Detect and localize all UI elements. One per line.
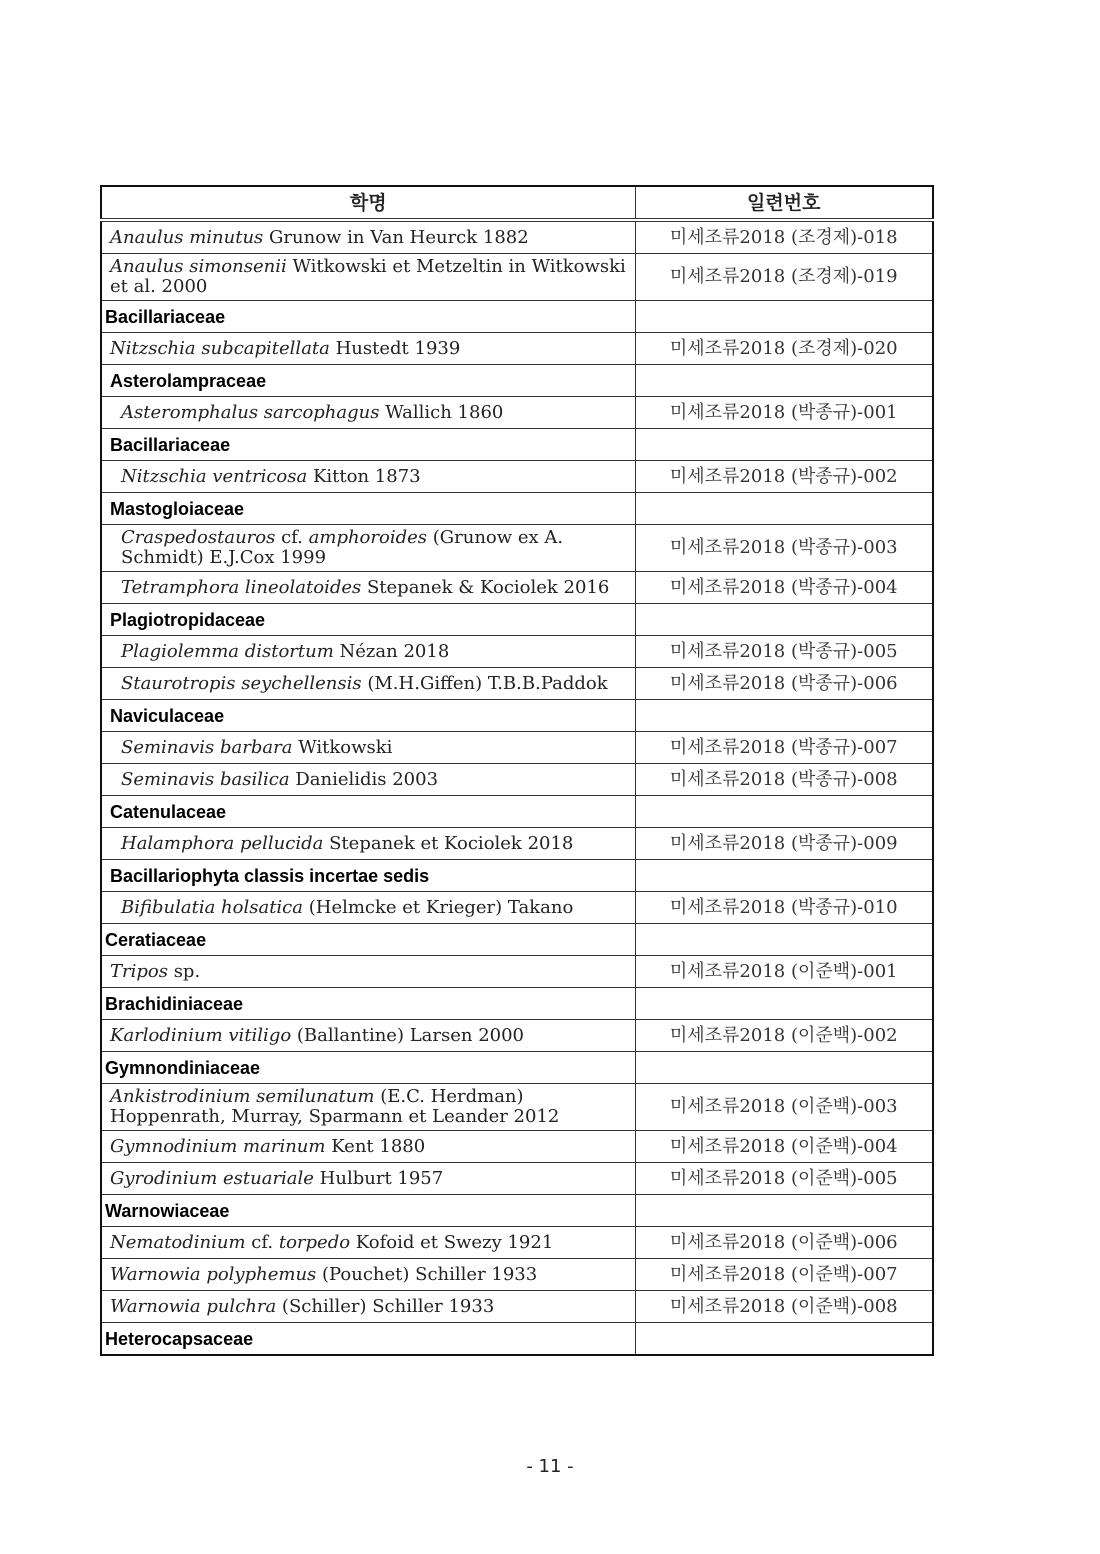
serial-number: 미세조류2018 (이준백)-005	[635, 1163, 933, 1195]
serial-number: 미세조류2018 (박종규)-001	[635, 397, 933, 429]
serial-number: 미세조류2018 (이준백)-008	[635, 1291, 933, 1323]
column-header-serial-number: 일련번호	[635, 186, 933, 220]
species-name	[101, 525, 635, 572]
page-number: - 11 -	[526, 1456, 574, 1477]
taxon-authority: Grunow in Van Heurck 1882	[263, 226, 529, 248]
species-name	[101, 1227, 635, 1259]
family-row	[101, 493, 933, 525]
empty-serial-cell	[635, 1323, 933, 1356]
taxon-authority: (E.C. Herdman) Hoppenrath, Murray, Sparmann et Leander 2012	[110, 1086, 560, 1127]
serial-number: 미세조류2018 (박종규)-002	[635, 461, 933, 493]
taxon-authority: Hulburt 1957	[313, 1167, 444, 1189]
family-name: Bacillariophyta classis incertae sedis	[101, 860, 635, 892]
species-row	[101, 828, 933, 860]
family-row	[101, 924, 933, 956]
taxon-name: Staurotropis seychellensis	[121, 672, 362, 694]
species-name	[101, 572, 635, 604]
taxon-name: Seminavis barbara	[121, 736, 293, 758]
species-name	[101, 668, 635, 700]
taxon-authority: Danielidis 2003	[289, 768, 439, 790]
species-row	[101, 333, 933, 365]
species-name	[101, 764, 635, 796]
taxon-authority: Kent 1880	[325, 1135, 426, 1157]
empty-serial-cell	[635, 604, 933, 636]
species-name	[101, 461, 635, 493]
serial-number: 미세조류2018 (박종규)-009	[635, 828, 933, 860]
family-name: Warnowiaceae	[101, 1195, 635, 1227]
family-row	[101, 365, 933, 397]
taxon-name: Gymnodinium marinum	[110, 1135, 326, 1157]
taxon-name: Gyrodinium estuariale	[110, 1167, 314, 1189]
species-row	[101, 732, 933, 764]
taxon-name: Seminavis basilica	[121, 768, 290, 790]
taxon-name: Warnowia polyphemus	[110, 1263, 317, 1285]
serial-number: 미세조류2018 (이준백)-006	[635, 1227, 933, 1259]
species-row	[101, 461, 933, 493]
species-row	[101, 254, 933, 301]
serial-number: 미세조류2018 (박종규)-003	[635, 525, 933, 572]
taxon-name: Karlodinium vitiligo	[110, 1024, 292, 1046]
taxon-name: Tripos	[110, 960, 168, 982]
taxon-name: Nitzschia ventricosa	[121, 465, 308, 487]
taxon-name: Ankistrodinium semilunatum	[110, 1086, 375, 1107]
taxon-authority: Stepanek & Kociolek 2016	[361, 576, 610, 598]
species-row	[101, 1259, 933, 1291]
species-row	[101, 764, 933, 796]
species-name	[101, 1291, 635, 1323]
empty-serial-cell	[635, 301, 933, 333]
table-body	[101, 220, 933, 1355]
family-row	[101, 301, 933, 333]
serial-number: 미세조류2018 (이준백)-003	[635, 1084, 933, 1131]
empty-serial-cell	[635, 924, 933, 956]
serial-number: 미세조류2018 (박종규)-006	[635, 668, 933, 700]
serial-number: 미세조류2018 (박종규)-004	[635, 572, 933, 604]
taxon-name: Craspedostauros	[121, 527, 276, 548]
species-name	[101, 333, 635, 365]
species-name	[101, 1084, 635, 1131]
species-name	[101, 1020, 635, 1052]
family-name: Catenulaceae	[101, 796, 635, 828]
serial-number: 미세조류2018 (이준백)-002	[635, 1020, 933, 1052]
empty-serial-cell	[635, 1195, 933, 1227]
family-row	[101, 700, 933, 732]
species-name	[101, 636, 635, 668]
family-row	[101, 1323, 933, 1356]
family-name: Brachidiniaceae	[101, 988, 635, 1020]
taxon-authority: sp.	[167, 960, 201, 982]
taxon-authority: Kofoid et Swezy 1921	[350, 1231, 554, 1253]
serial-number: 미세조류2018 (조경제)-018	[635, 220, 933, 254]
species-name	[101, 397, 635, 429]
species-name	[101, 1163, 635, 1195]
family-row	[101, 796, 933, 828]
taxon-name: Halamphora pellucida	[121, 832, 324, 854]
species-row	[101, 956, 933, 988]
taxon-name: Tetramphora lineolatoides	[121, 576, 362, 598]
taxon-authority: (M.H.Giffen) T.B.B.Paddok	[361, 672, 608, 694]
serial-number: 미세조류2018 (박종규)-007	[635, 732, 933, 764]
taxon-name: Nematodinium	[110, 1231, 246, 1253]
family-row	[101, 429, 933, 461]
taxon-qualifier: cf.	[275, 527, 309, 548]
species-name	[101, 828, 635, 860]
family-row	[101, 1052, 933, 1084]
taxon-authority: Wallich 1860	[379, 401, 504, 423]
taxon-name: Asteromphalus sarcophagus	[121, 401, 380, 423]
taxon-authority: Kitton 1873	[307, 465, 421, 487]
taxon-name: Anaulus simonsenii	[110, 256, 287, 277]
taxon-name: Plagiolemma distortum	[121, 640, 334, 662]
taxon-authority: Stepanek et Kociolek 2018	[323, 832, 574, 854]
family-name: Heterocapsaceae	[101, 1323, 635, 1356]
taxon-authority: (Pouchet) Schiller 1933	[316, 1263, 538, 1285]
serial-number: 미세조류2018 (박종규)-005	[635, 636, 933, 668]
serial-number: 미세조류2018 (조경제)-020	[635, 333, 933, 365]
species-row	[101, 668, 933, 700]
taxon-authority: Nézan 2018	[333, 640, 450, 662]
family-row	[101, 1195, 933, 1227]
taxon-authority: (Helmcke et Krieger) Takano	[303, 896, 574, 918]
taxon-name: Nitzschia subcapitellata	[110, 337, 330, 359]
serial-number: 미세조류2018 (박종규)-010	[635, 892, 933, 924]
family-name: Naviculaceae	[101, 700, 635, 732]
species-row	[101, 1020, 933, 1052]
empty-serial-cell	[635, 988, 933, 1020]
species-name	[101, 892, 635, 924]
species-name	[101, 220, 635, 254]
species-row	[101, 220, 933, 254]
species-name	[101, 1131, 635, 1163]
taxon-name: Bifibulatia holsatica	[121, 896, 303, 918]
taxon-name: Anaulus minutus	[110, 226, 264, 248]
empty-serial-cell	[635, 860, 933, 892]
species-name	[101, 1259, 635, 1291]
species-row	[101, 525, 933, 572]
species-row	[101, 1131, 933, 1163]
family-name: Bacillariaceae	[101, 429, 635, 461]
empty-serial-cell	[635, 1052, 933, 1084]
empty-serial-cell	[635, 796, 933, 828]
family-name: Bacillariaceae	[101, 301, 635, 333]
serial-number: 미세조류2018 (이준백)-007	[635, 1259, 933, 1291]
family-name: Mastogloiaceae	[101, 493, 635, 525]
species-table	[100, 185, 934, 1356]
family-name: Gymnondiniaceae	[101, 1052, 635, 1084]
family-row	[101, 988, 933, 1020]
taxon-authority: (Grunow ex A. Schmidt) E.J.Cox 1999	[121, 527, 569, 568]
table-header-row	[101, 186, 933, 220]
family-name: Asterolampraceae	[101, 365, 635, 397]
taxon-qualifier: cf.	[245, 1231, 279, 1253]
taxon-authority: Hustedt 1939	[329, 337, 461, 359]
family-row	[101, 604, 933, 636]
empty-serial-cell	[635, 700, 933, 732]
species-row	[101, 397, 933, 429]
species-name	[101, 732, 635, 764]
species-row	[101, 1163, 933, 1195]
family-row	[101, 860, 933, 892]
species-row	[101, 1291, 933, 1323]
taxon-authority: (Ballantine) Larsen 2000	[291, 1024, 525, 1046]
species-row	[101, 636, 933, 668]
species-row	[101, 572, 933, 604]
family-name: Ceratiaceae	[101, 924, 635, 956]
taxon-authority: Witkowski	[292, 736, 393, 758]
taxon-name: Warnowia pulchra	[110, 1295, 277, 1317]
empty-serial-cell	[635, 365, 933, 397]
serial-number: 미세조류2018 (이준백)-004	[635, 1131, 933, 1163]
species-name	[101, 254, 635, 301]
empty-serial-cell	[635, 429, 933, 461]
serial-number: 미세조류2018 (이준백)-001	[635, 956, 933, 988]
family-name: Plagiotropidaceae	[101, 604, 635, 636]
taxon-authority: (Schiller) Schiller 1933	[276, 1295, 495, 1317]
species-row	[101, 1227, 933, 1259]
species-name	[101, 956, 635, 988]
empty-serial-cell	[635, 493, 933, 525]
taxon-epithet: amphoroides	[308, 527, 428, 548]
column-header-scientific-name: 학명	[101, 186, 635, 220]
species-row	[101, 892, 933, 924]
serial-number: 미세조류2018 (조경제)-019	[635, 254, 933, 301]
taxon-authority: Witkowski et Metzeltin in Witkowski et al. 2000	[110, 256, 632, 297]
serial-number: 미세조류2018 (박종규)-008	[635, 764, 933, 796]
taxon-epithet: torpedo	[278, 1231, 351, 1253]
species-row	[101, 1084, 933, 1131]
